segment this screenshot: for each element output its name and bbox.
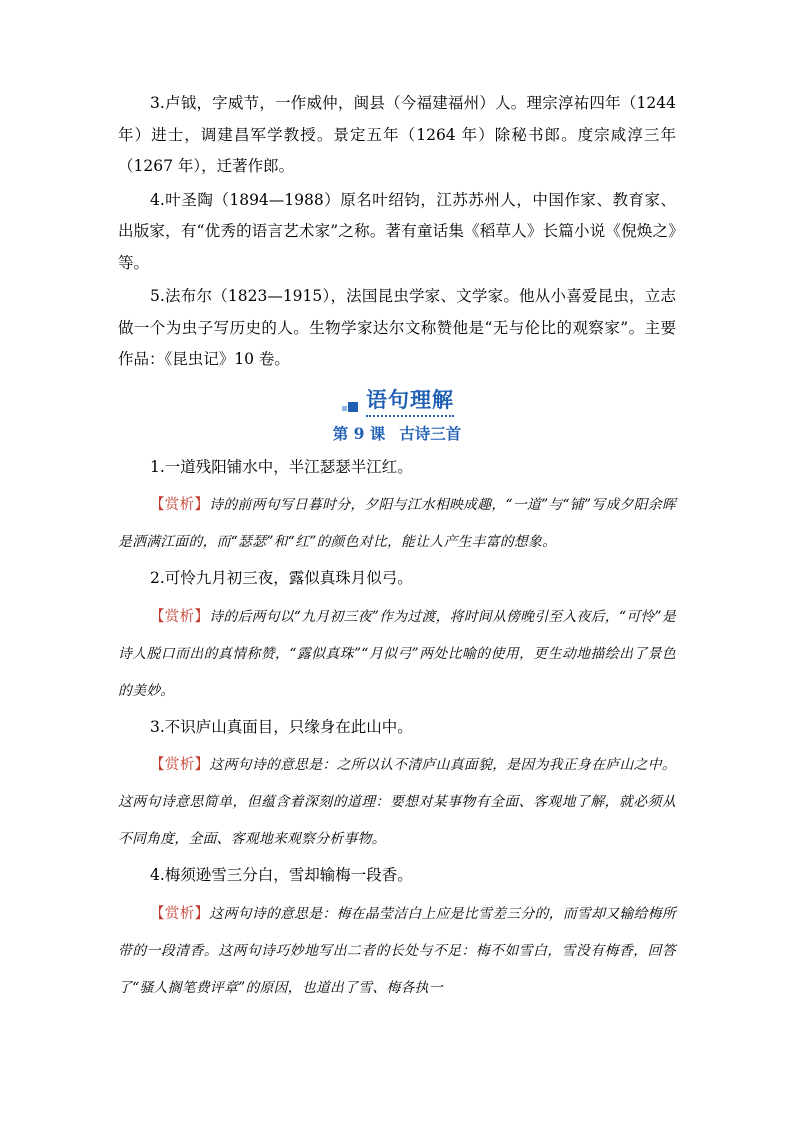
poem-item bbox=[118, 452, 676, 562]
poem-item bbox=[118, 712, 676, 859]
lesson-number: 第 9 课 bbox=[332, 423, 386, 443]
poem-item bbox=[118, 563, 676, 710]
lesson-title bbox=[118, 420, 676, 448]
section-heading bbox=[118, 384, 676, 418]
poem-analysis bbox=[118, 599, 676, 710]
square-bullet-icon bbox=[340, 390, 362, 412]
poem-analysis bbox=[118, 487, 676, 561]
author-note: 3.卢钺，字威节，一作威仲，闽县（今福建福州）人。理宗淳祐四年（1244 年）进士，调建昌军学教授。景定五年（1264 年）除秘书郎。度宗咸淳三年（1267 年），迁著作郎。 bbox=[118, 94, 676, 175]
page-content bbox=[118, 88, 676, 1009]
analysis-tag: 【赏析】 bbox=[150, 608, 210, 625]
poem-quote: 3.不识庐山真面目，只缘身在此山中。 bbox=[150, 717, 413, 736]
poem-item bbox=[118, 860, 676, 1007]
analysis-tag: 【赏析】 bbox=[150, 757, 210, 773]
analysis-text: 这两句诗的意思是：梅在晶莹洁白上应是比雪差三分的，而雪却又输给梅所带的一段清香。这两句诗巧妙地写出二者的长处与不足：梅不如雪白，雪没有梅香，回答了“骚人搁笔费评章”的原因，也道出了雪、梅各执一 bbox=[118, 905, 677, 996]
analysis-tag: 【赏析】 bbox=[150, 905, 210, 922]
analysis-text: 这两句诗的意思是：之所以认不清庐山真面貌，是因为我正身在庐山之中。这两句诗意思简单，但蕴含着深刻的道理：要想对某事物有全面、客观地了解，就必须从不同角度，全面、客观地来观察分析事物。 bbox=[118, 757, 677, 847]
analysis-text: 诗的前两句写日暮时分，夕阳与江水相映成趣，“一道”与“铺”写成夕阳余晖是洒满江面的，而“瑟瑟”和“红”的颜色对比，能让人产生丰富的想象。 bbox=[118, 497, 676, 550]
author-note: 4.叶圣陶（1894—1988）原名叶绍钧，江苏苏州人，中国作家、教育家、出版家，有“优秀的语言艺术家”之称。著有童话集《稻草人》长篇小说《倪焕之》等。 bbox=[118, 190, 676, 272]
author-notes bbox=[118, 88, 676, 376]
poem-quote: 2.可怜九月初三夜，露似真珠月似弓。 bbox=[150, 569, 413, 587]
poem-quote: 1.一道残阳铺水中，半江瑟瑟半江红。 bbox=[150, 457, 413, 476]
analysis-tag: 【赏析】 bbox=[150, 497, 210, 513]
analysis-text: 诗的后两句以“九月初三夜”作为过渡，将时间从傍晚引至入夜后，“可怜”是诗人脱口而出的真情称赞，“露似真珠”“月似弓”两处比喻的使用，更生动地描绘出了景色的美妙。 bbox=[118, 608, 676, 699]
author-note: 5.法布尔（1823—1915），法国昆虫学家、文学家。他从小喜爱昆虫，立志做一个为虫子写历史的人。生物学家达尔文称赞他是“无与伦比的观察家”。主要作品：《昆虫记》10 卷。 bbox=[118, 287, 676, 368]
section-title: 语句理解 bbox=[366, 384, 454, 417]
lesson-name: 古诗三首 bbox=[399, 423, 462, 443]
poem-analysis bbox=[118, 896, 676, 1007]
poem-quote: 4.梅须逊雪三分白，雪却输梅一段香。 bbox=[150, 866, 413, 884]
poem-analysis bbox=[118, 747, 676, 858]
